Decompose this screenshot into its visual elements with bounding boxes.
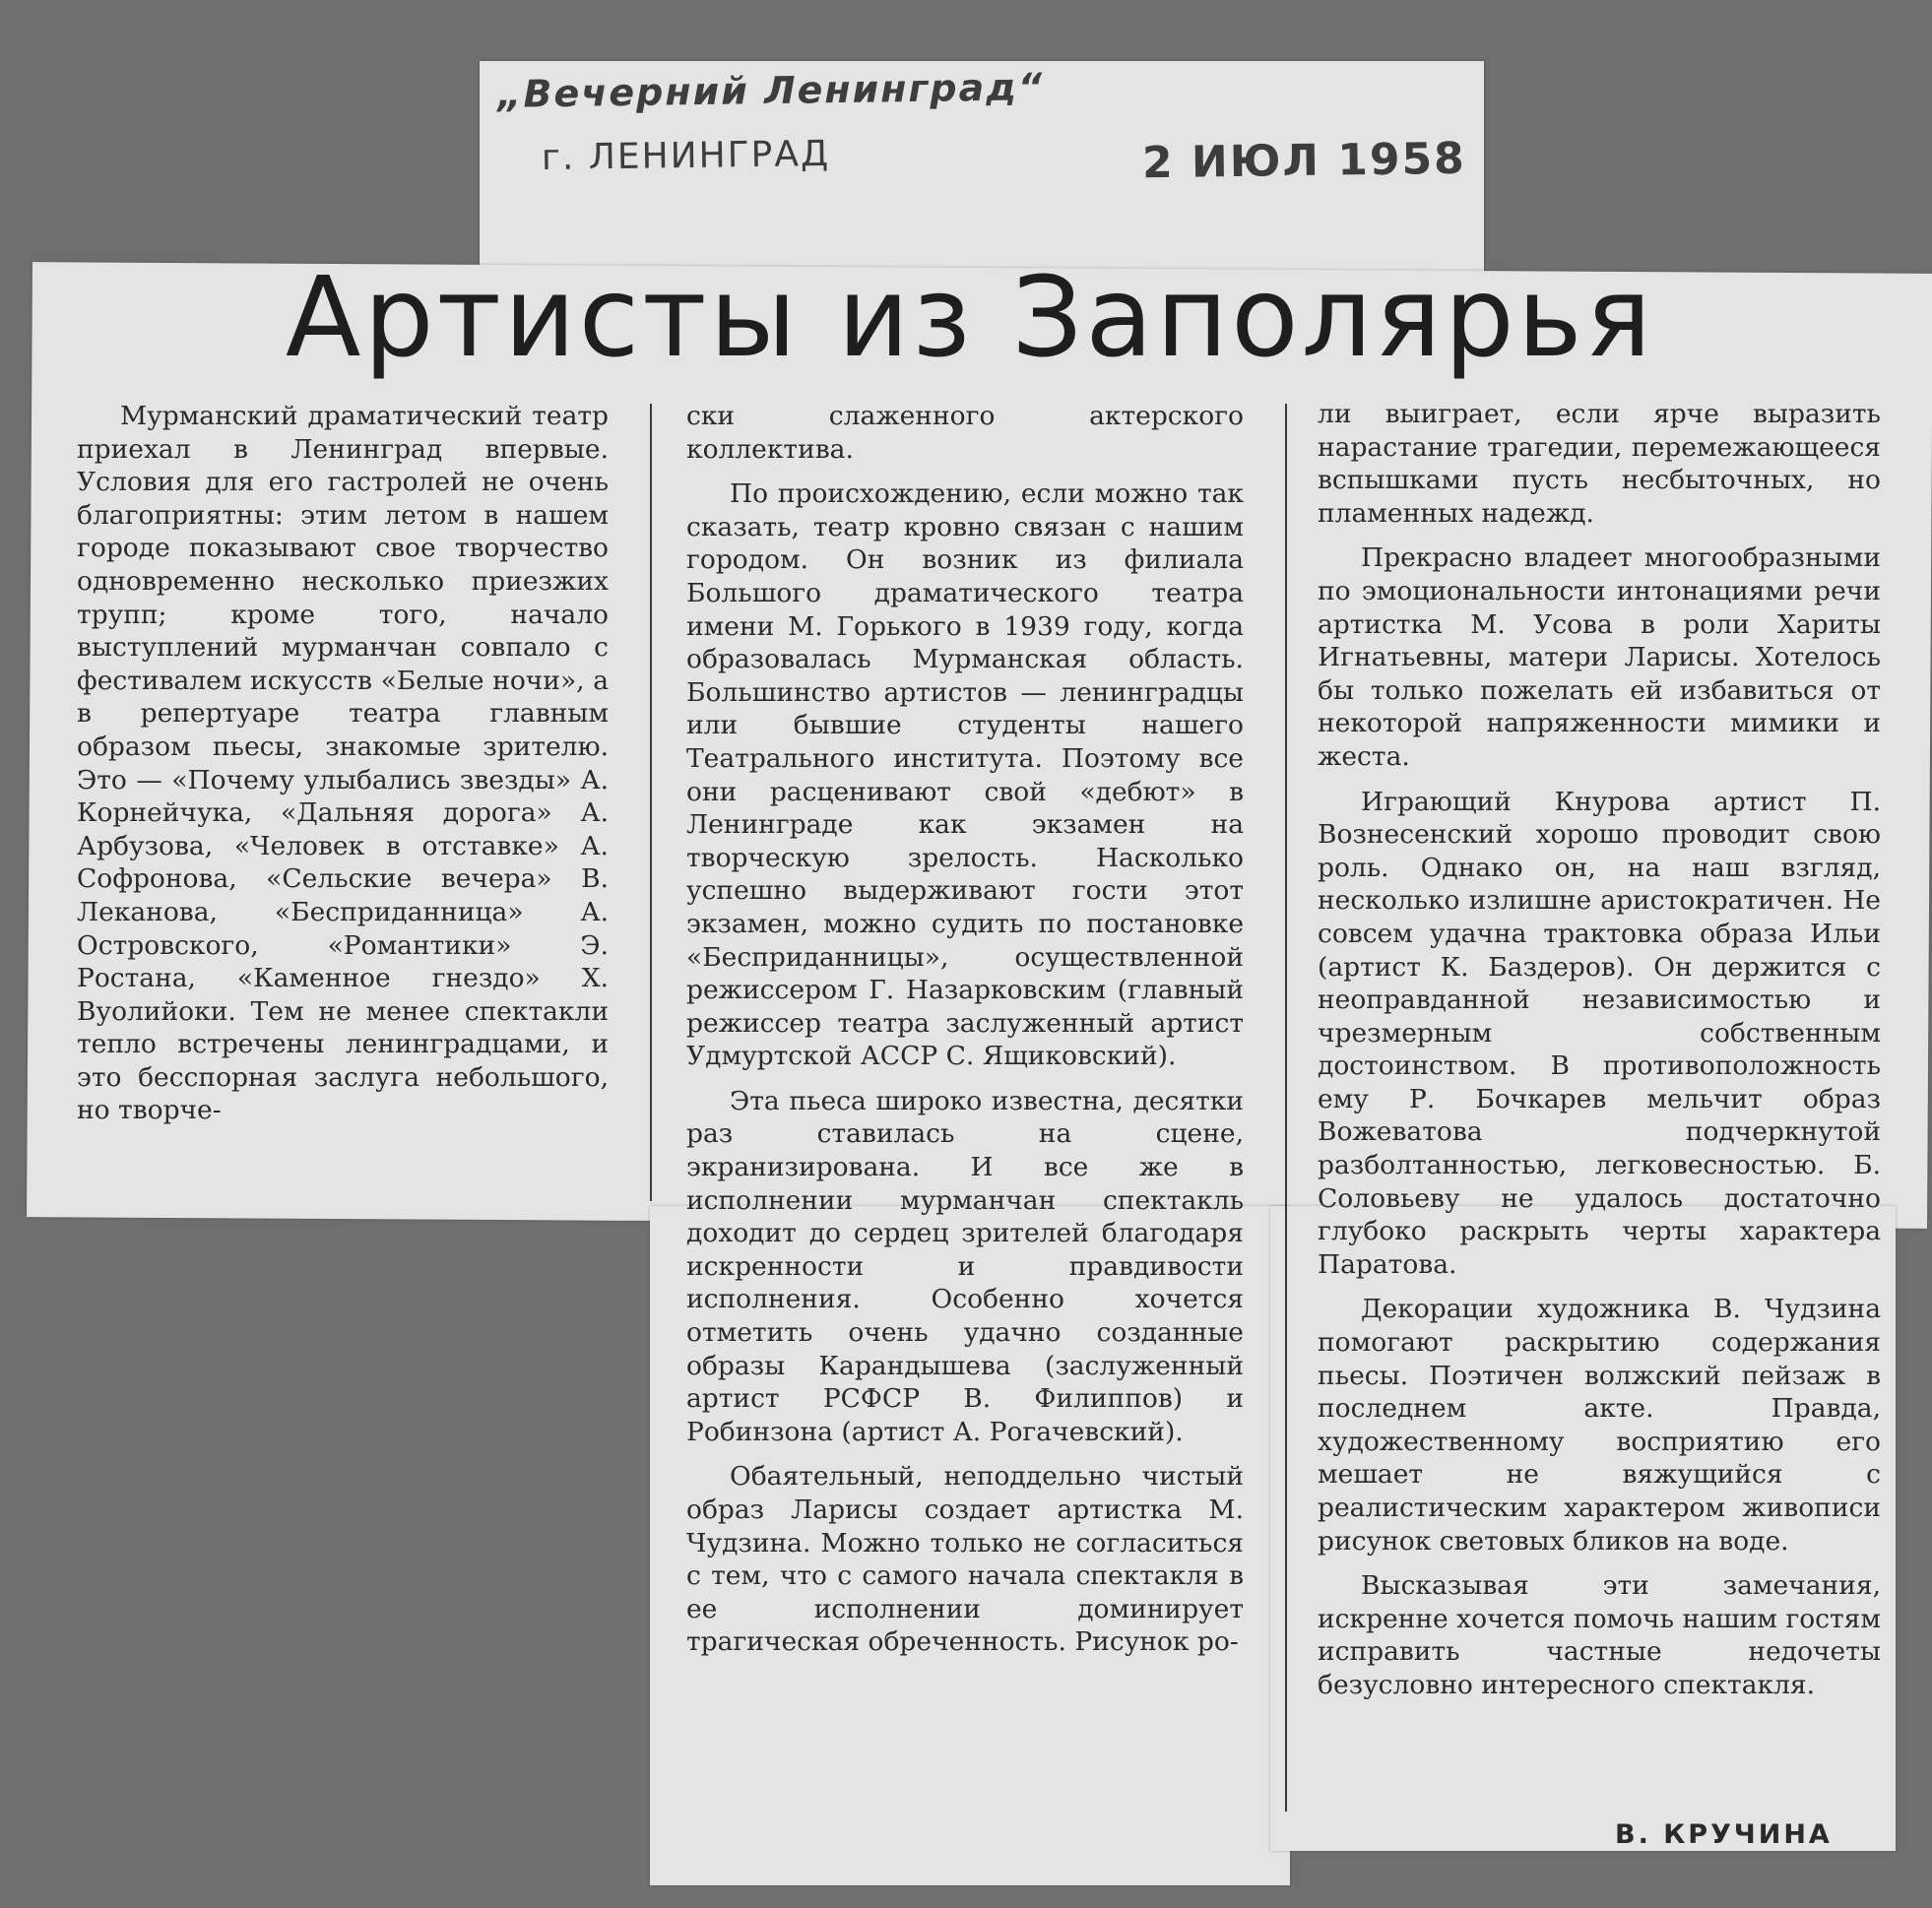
article-title: Артисты из Заполярья — [285, 254, 1655, 382]
date-stamp: 2 ИЮЛ 1958 — [1141, 133, 1467, 189]
newspaper-name-stamp: „Вечерний Ленинград“ — [496, 65, 1045, 116]
paragraph: Эта пьеса широко известна, десятки раз ставилась на сцене, экранизирована. И все же в исполнении мурманчан спектакль доходит до сердец зрителей благодаря искренности и правдивости исполнения. Особенно хочется отметить очень удачно созданные образы Карандышева (заслуженный артист РСФСР В. Филиппов) и Робинзона (артист А. Рогачевский). — [686, 1085, 1244, 1447]
paragraph: Играющий Кнурова артист П. Вознесенский хорошо проводит свою роль. Однако он, на наш взгляд, несколько излишне аристократичен. Не совсем удачна трактовка образа Ильи (артист К. Баздеров). Он держится с неоправданной независимостью и чрезмерным собственным достоинством. В противоположность ему Р. Бочкарев мельчит образ Вожеватова подчеркнутой разболтанностью, легковесностью. Б. Соловьеву не удалось достаточно глубоко раскрыть черты характера Паратова. — [1318, 786, 1881, 1280]
paragraph: Прекрасно владеет многообразными по эмоциональности интонациями речи артистка М. Усова в роли Хариты Игнатьевны, матери Ларисы. Хотелось бы только пожелать ей избавиться от некоторой напряженности мимики и жеста. — [1318, 542, 1881, 772]
column-divider — [1285, 404, 1287, 1812]
article-column-1 — [77, 400, 609, 1127]
article-column-3 — [1318, 398, 1881, 1702]
paragraph: ли выиграет, если ярче выразить нарастание трагедии, перемежающееся вспышками пусть несбыточных, но пламенных надежд. — [1318, 399, 1881, 529]
paragraph: Мурманский драматический театр приехал в Ленинград впервые. Условия для его гастролей не очень благоприятны: этим летом в нашем городе показывают свое творчество одновременно несколько приезжих трупп; кроме того, начало выступлений мурманчан совпало с фестивалем искусств «Белые ночи», а в репертуаре театра главным образом пьесы, знакомые зрителю. Это — «Почему улыбались звезды» А. Корнейчука, «Дальняя дорога» А. Арбузова, «Человек в отставке» А. Софронова, «Сельские вечера» В. Леканова, «Бесприданница» А. Островского, «Романтики» Э. Ростана, «Каменное гнездо» Х. Вуолийоки. Тем не менее спектакли тепло встречены ленинградцами, и это бесспорная заслуга небольшого, но творче- — [77, 401, 609, 1126]
paragraph: Декорации художника В. Чудзина помогают раскрытию содержания пьесы. Поэтичен волжский пейзаж в последнем акте. Правда, художественному восприятию его мешает не вяжущийся с реалистическим характером живописи рисунок световых бликов на воде. — [1318, 1294, 1881, 1557]
paragraph: ски слаженного актерского коллектива. — [686, 401, 1244, 465]
paragraph: По происхождению, если можно так сказать, театр кровно связан с нашим городом. Он возник из филиала Большого драматического театра имени М. Горького в 1939 году, когда образовалась Мурманская область. Большинство артистов — ленинградцы или бывшие студенты нашего Театрального института. Поэтому все они расценивают свой «дебют» в Ленинграде как экзамен на творческую зрелость. Насколько успешно выдерживают гости этот экзамен, можно судить по постановке «Бесприданницы», осуществленной режиссером Г. Назарковским (главный режиссер театра заслуженный артист Удмуртской АССР С. Ящиковский). — [686, 478, 1244, 1072]
author-signature: В. КРУЧИНА — [1615, 1819, 1833, 1850]
article-column-2 — [686, 400, 1244, 1659]
paragraph: Высказывая эти замечания, искренне хочется помочь нашим гостям исправить частные недочеты безусловно интересного спектакля. — [1318, 1570, 1881, 1700]
paragraph: Обаятельный, неподдельно чистый образ Ларисы создает артистка М. Чудзина. Можно только не согласиться с тем, что с самого начала спектакля в ее исполнении доминирует трагическая обреченность. Рисунок ро- — [686, 1461, 1244, 1658]
column-divider — [650, 404, 652, 1201]
city-stamp: г. ЛЕНИНГРАД — [541, 133, 831, 179]
